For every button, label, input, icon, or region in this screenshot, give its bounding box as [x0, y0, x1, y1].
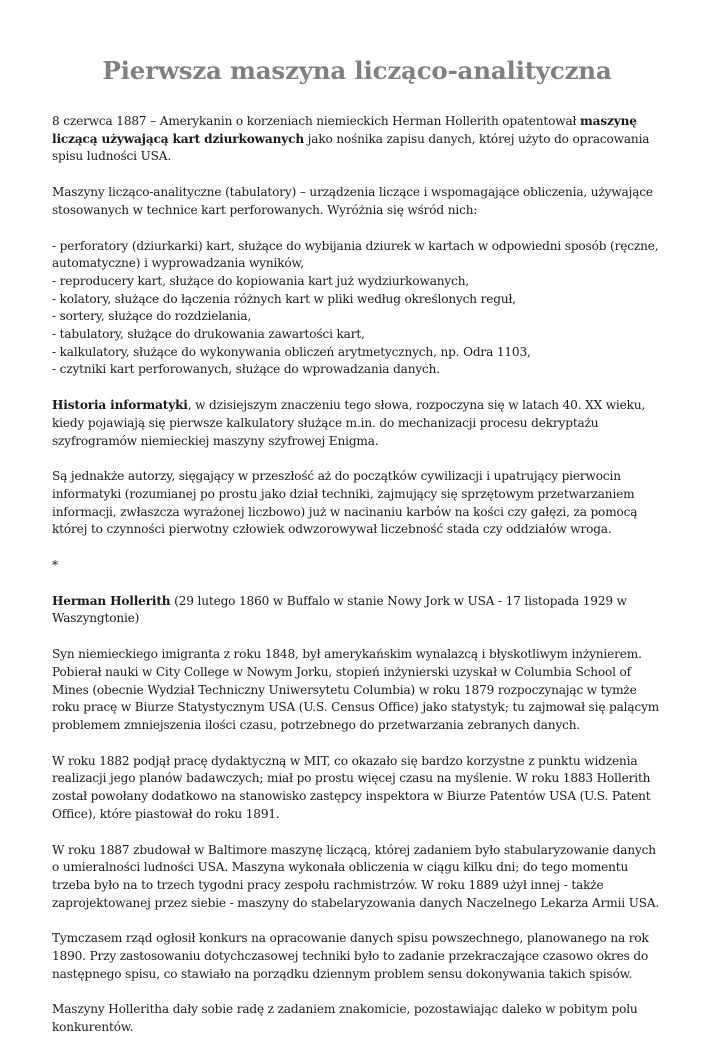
list-item: - kolatory, służące do łączenia różnych kart w pliki według określonych reguł, [52, 291, 516, 306]
bio-paragraph: Tymczasem rząd ogłosił konkurs na opracowanie danych spisu powszechnego, planowanego na rok 1890. Przy zastosowaniu dotychczasowej techniki było to zadanie przekraczające czasowo okres do następnego spisu, co stawiało na porządku dziennym problem sensu dokonywania takich spisów. [52, 931, 649, 981]
history-text: , w dzisiejszym znaczeniu tego słowa, rozpoczyna się w latach 40. XX wieku, kiedy pojawiają się pierwsze kalkulatory służące m.in. do mechanizacji procesu dekryptażu szyfrogramów niemieckiej maszyny szyfrowej Enigma. [52, 398, 646, 448]
section-separator: * [52, 558, 59, 573]
list-item: - perforatory (dziurkarki) kart, służące do wybijania dziurek w kartach w odpowiedni sposób (ręczne, automatyczne) i wyprowadzania wyników, [52, 238, 659, 271]
bio-dates: (29 lutego 1860 w Buffalo w stanie Nowy Jork w USA - 17 listopada 1929 w Waszyngtonie) [52, 593, 627, 626]
devices-list [52, 238, 662, 380]
history-paragraph [52, 397, 662, 450]
bio-heading [52, 593, 662, 628]
list-item: - sortery, służące do rozdzielania, [52, 309, 252, 324]
tabulators-intro-paragraph: Maszyny licząco-analityczne (tabulatory) – urządzenia liczące i wspomagające obliczenia, używające stosowanych w technice kart perforowanych. Wyróżnia się wśród nich: [52, 185, 653, 217]
bio-paragraph: Maszyny Holleritha dały sobie radę z zadaniem znakomicie, pozostawiając daleko w pobitym polu konkurentów. [52, 1002, 638, 1035]
intro-paragraph [52, 113, 662, 166]
list-item: - czytniki kart perforowanych, służące do wprowadzania danych. [52, 362, 440, 377]
list-item: - reproducery kart, służące do kopiowania kart już wydziurkowanych, [52, 273, 470, 288]
bio-name: Herman Hollerith [52, 593, 171, 608]
intro-text-start: 8 czerwca 1887 – Amerykanin o korzeniach niemieckich Herman Hollerith opatentował [52, 114, 580, 128]
list-item: - tabulatory, służące do drukowania zawartości kart, [52, 327, 365, 342]
page-title: Pierwsza maszyna licząco-analityczna [102, 56, 612, 85]
intro-text-end: jako nośnika zapisu danych, której użyto do opracowania spisu ludności USA. [52, 131, 650, 164]
intro-bold-phrase: maszynę liczącą używającą kart dziurkowanych [52, 114, 637, 146]
bio-paragraph: W roku 1882 podjął pracę dydaktyczną w MIT, co okazało się bardzo korzystne z punktu widzenia realizacji jego planów badawczych; miał po prostu więcej czasu na myślenie. W roku 1883 Hollerith został powołany dodatkowo na stanowisko zastępcy inspektora w Biurze Patentów USA (U.S. Patent Office), które piastował do roku 1891. [52, 753, 651, 821]
bio-paragraph: Syn niemieckiego imigranta z roku 1848, był amerykańskim wynalazcą i błyskotliwym inżynierem. Pobierał nauki w City College w Nowym Jorku, stopień inżynierski uzyskał w Columbia School of Mines (obecnie Wydział Techniczny Uniwersytetu Columbia) w roku 1879 rozpoczynając w tymże roku pracę w Biurze Statystycznym USA (U.S. Census Office) jako statystyk; tu zajmował się palącym problemem zmniejszenia ilości czasu, potrzebnego do przetwarzania zebranych danych. [52, 647, 660, 732]
list-item: - kalkulatory, służące do wykonywania obliczeń arytmetycznych, np. Odra 1103, [52, 344, 531, 359]
history-bold-phrase: Historia informatyki [52, 398, 188, 413]
authors-paragraph: Są jednakże autorzy, sięgający w przeszłość aż do początków cywilizacji i upatrujący pierwocin informatyki (rozumianej po prostu jako dział techniki, zajmujący się sprzętowym przetwarzaniem informacji, zwłaszcza wyrażonej liczbowo) już w nacinaniu karbów na kości czy gałęzi, za pomocą której to czynności pierwotny człowiek odwzorowywał liczebność stada czy oddziałów wroga. [52, 469, 638, 537]
bio-paragraph: W roku 1887 zbudował w Baltimore maszynę liczącą, której zadaniem było stabularyzowanie danych o umieralności ludności USA. Maszyna wykonała obliczenia w ciągu kilku dni; do tego momentu trzeba było na to trzech tygodni pracy zespołu rachmistrzów. W roku 1889 użył innej - także zaprojektowanej przez siebie - maszyny do stabelaryzowania danych Naczelnego Lekarza Armii USA. [52, 842, 660, 910]
